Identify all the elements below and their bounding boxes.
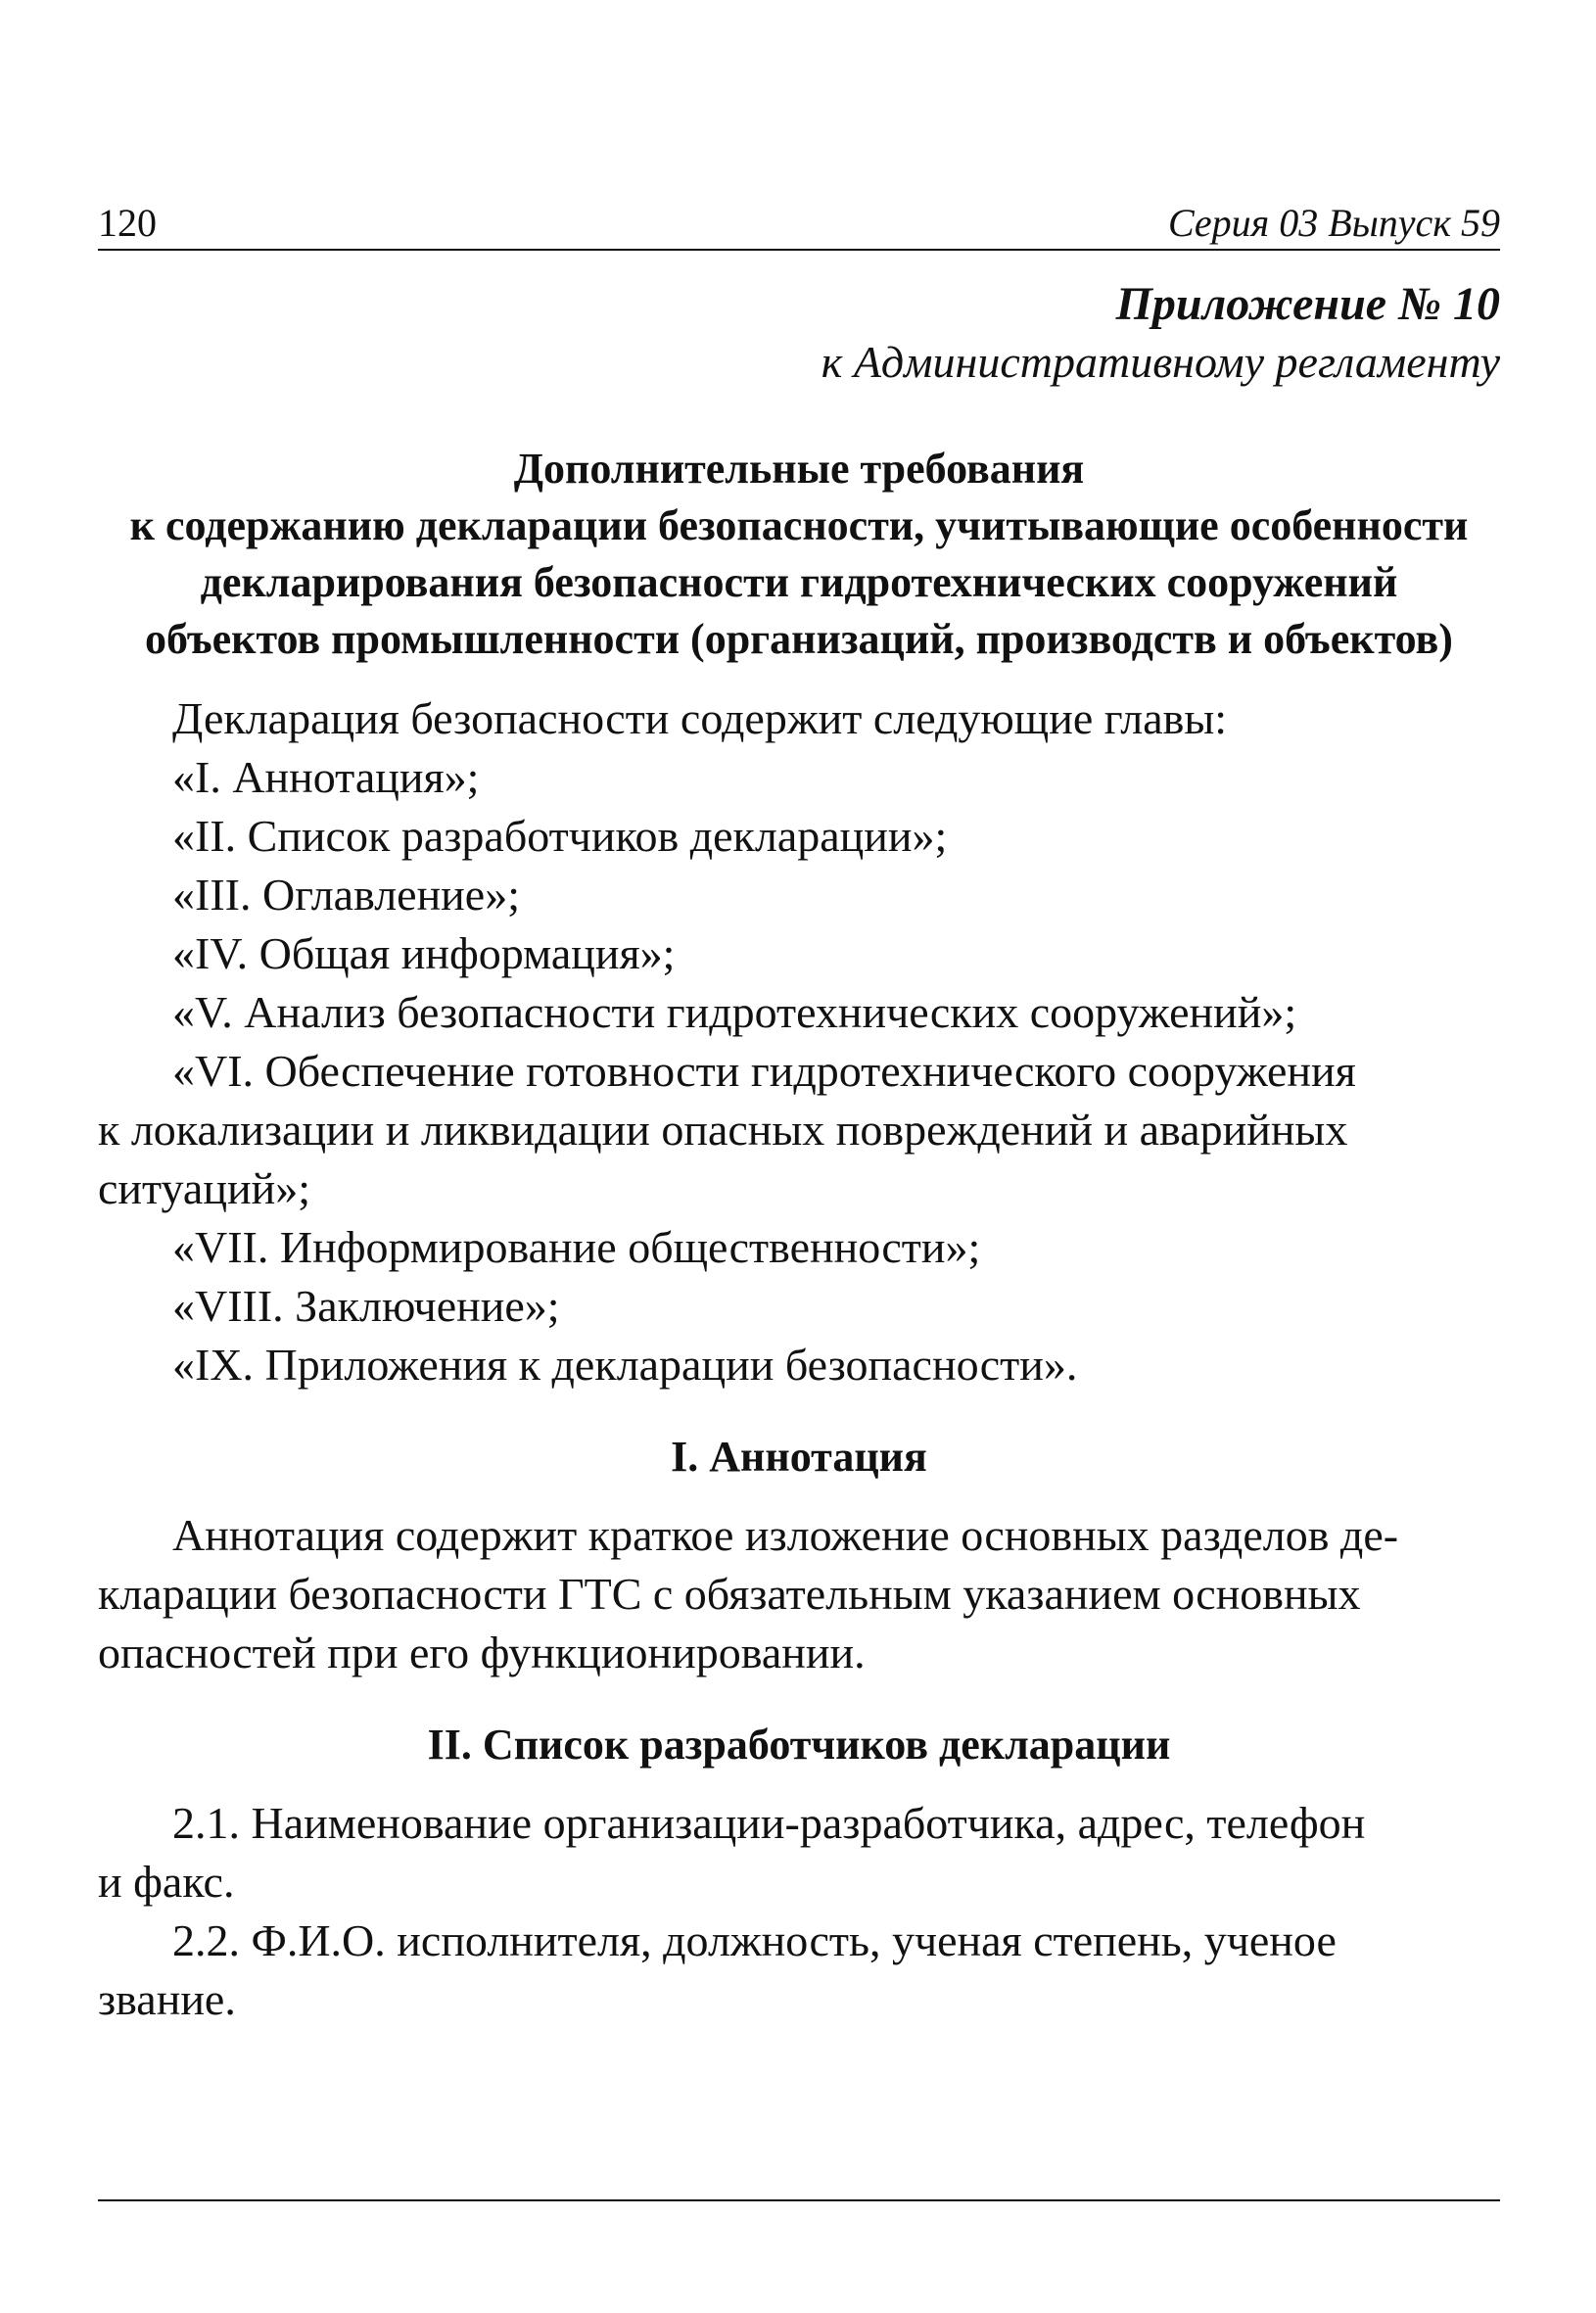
chapter-list-item-continued: к локализации и ликвидации опасных повреждений и аварийных [98,1105,1348,1155]
document-title-line: Дополнительные требования [513,445,1085,493]
chapter-list-item: «III. Оглавление»; [172,870,520,920]
chapter-list-item: «I. Аннотация»; [172,752,480,802]
developers-paragraph-line: 2.1. Наименование организации-разработчика, адрес, телефон [172,1798,1366,1848]
annotation-paragraph-line: кларации безопасности ГТС с обязательным указанием основных [98,1569,1361,1619]
section-heading-developers: II. Список разработчиков декларации [427,1721,1171,1769]
annotation-paragraph-line: Аннотация содержит краткое изложение основных разделов де- [172,1510,1399,1560]
document-title-line: к содержанию декларации безопасности, учитывающие особенности [129,501,1469,549]
chapter-list-item: «VIII. Заключение»; [172,1281,560,1331]
footer-rule [98,2199,1500,2201]
developers-paragraph-line: и факс. [98,1857,235,1907]
appendix-subtitle: к Административному регламенту [821,337,1500,387]
section-heading-annotation: I. Аннотация [671,1433,927,1481]
document-title-line: декларирования безопасности гидротехнических сооружений [200,558,1398,606]
chapter-list-item: «IX. Приложения к декларации безопасности». [172,1340,1078,1390]
intro-lead: Декларация безопасности содержит следующие главы: [172,693,1228,743]
annotation-paragraph-line: опасностей при его функционировании. [98,1628,866,1677]
appendix-title: Приложение № 10 [1115,278,1500,330]
document-title-line: объектов промышленности (организаций, производств и объектов) [145,615,1453,663]
chapter-list-item: «II. Список разработчиков декларации»; [172,811,948,861]
page-number: 120 [98,201,157,245]
chapter-list-item: «V. Анализ безопасности гидротехнических сооружений»; [172,987,1297,1037]
developers-paragraph-line: звание. [98,1974,236,2024]
series-label: Серия 03 Выпуск 59 [1167,201,1500,245]
developers-paragraph-line: 2.2. Ф.И.О. исполнителя, должность, ученая степень, ученое [172,1915,1337,1965]
running-head [98,196,1500,251]
chapter-list-item: «VII. Информирование общественности»; [172,1222,981,1272]
chapter-list-item: «VI. Обеспечение готовности гидротехнического сооружения [172,1046,1356,1096]
chapter-list-item-continued: ситуаций»; [98,1163,310,1213]
chapter-list-item: «IV. Общая информация»; [172,928,676,978]
